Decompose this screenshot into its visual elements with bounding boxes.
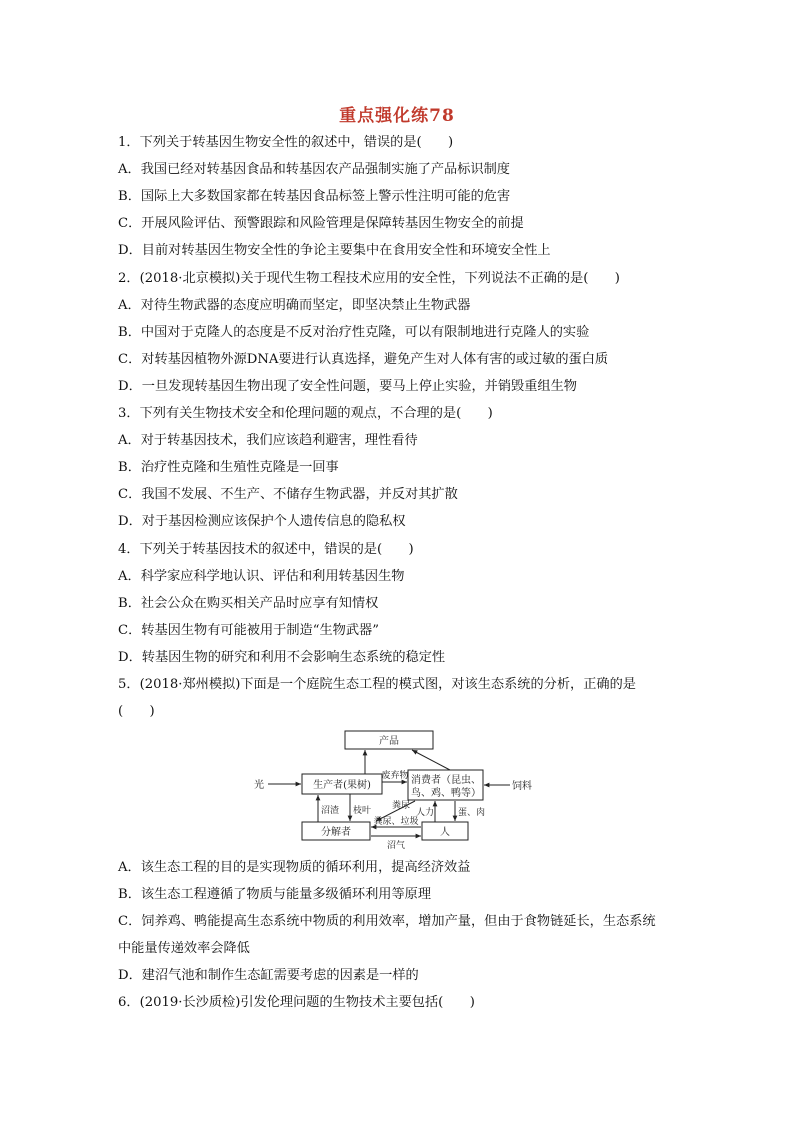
q5-stem: 5．(2018·郑州模拟)下面是一个庭院生态工程的模式图，对该生态系统的分析，正确的是 bbox=[118, 677, 636, 692]
q3-stem: 3．下列有关生物技术安全和伦理问题的观点，不合理的是( ) bbox=[118, 406, 493, 421]
waste-label: 废弃物 bbox=[381, 771, 409, 781]
q2-option-b: B．中国对于克隆人的态度是不反对治疗性克隆，可以有限制地进行克隆人的实验 bbox=[118, 325, 590, 340]
feed-label: 饲料 bbox=[512, 781, 532, 792]
q5-option-c: C．饲养鸡、鸭能提高生态系统中物质的利用效率，增加产量，但由于食物链延长，生态系统 bbox=[118, 914, 656, 929]
product-label: 产品 bbox=[379, 736, 399, 747]
residue-label: 沼渣 bbox=[321, 806, 340, 816]
egg-meat-label: 蛋、肉 bbox=[458, 808, 486, 818]
q5-stem-continued: ( ) bbox=[118, 704, 155, 719]
leaves-label: 枝叶 bbox=[353, 806, 372, 816]
q5-option-a: A．该生态工程的目的是实现物质的循环利用，提高经济效益 bbox=[118, 860, 471, 875]
biogas-label: 沼气 bbox=[386, 841, 406, 851]
manure-label: 粪尿 bbox=[392, 801, 411, 811]
consumer-label-line1: 消费者（昆虫、 bbox=[411, 775, 481, 786]
q5-option-b: B．该生态工程遵循了物质与能量多级循环利用等原理 bbox=[118, 887, 432, 902]
q4-option-a: A．科学家应科学地认识、评估和利用转基因生物 bbox=[118, 569, 405, 584]
light-label: 光 bbox=[254, 780, 264, 791]
q3-option-a: A．对于转基因技术，我们应该趋利避害，理性看待 bbox=[118, 433, 418, 448]
human-label: 人 bbox=[440, 827, 450, 838]
q2-option-a: A．对待生物武器的态度应明确而坚定，即坚决禁止生物武器 bbox=[118, 298, 471, 313]
q5-option-c-continued: 中能量传递效率会降低 bbox=[118, 941, 250, 956]
decomposer-label: 分解者 bbox=[321, 827, 351, 838]
producer-label: 生产者(果树) bbox=[313, 780, 371, 791]
q2-option-d: D．一旦发现转基因生物出现了安全性问题，要马上停止实验，并销毁重组生物 bbox=[118, 379, 577, 394]
labor-label: 人力 bbox=[416, 808, 435, 818]
q1-option-c: C．开展风险评估、预警跟踪和风险管理是保障转基因生物安全的前提 bbox=[118, 216, 524, 231]
q5-option-d: D．建沼气池和制作生态缸需要考虑的因素是一样的 bbox=[118, 968, 419, 983]
q3-option-d: D．对于基因检测应该保护个人遗传信息的隐私权 bbox=[118, 514, 406, 529]
q1-option-b: B．国际上大多数国家都在转基因食品标签上警示性注明可能的危害 bbox=[118, 189, 511, 204]
q3-option-c: C．我国不发展、不生产、不储存生物武器，并反对其扩散 bbox=[118, 487, 458, 502]
manure-garbage-label: 粪尿、垃圾 bbox=[373, 817, 419, 827]
consumer-label-line2: 鸟、鸡、鸭等） bbox=[411, 788, 481, 799]
q1-option-d: D．目前对转基因生物安全性的争论主要集中在食用安全性和环境安全性上 bbox=[118, 243, 551, 258]
q2-stem: 2．(2018·北京模拟)关于现代生物工程技术应用的安全性，下列说法不正确的是( ) bbox=[118, 271, 620, 286]
q4-option-c: C．转基因生物有可能被用于制造“生物武器” bbox=[118, 623, 379, 638]
q4-stem: 4．下列关于转基因技术的叙述中，错误的是( ) bbox=[118, 542, 414, 557]
q1-option-a: A．我国已经对转基因食品和转基因农产品强制实施了产品标识制度 bbox=[118, 162, 510, 177]
ecosystem-diagram bbox=[250, 724, 540, 854]
q4-option-d: D．转基因生物的研究和利用不会影响生态系统的稳定性 bbox=[118, 650, 446, 665]
q4-option-b: B．社会公众在购买相关产品时应享有知情权 bbox=[118, 596, 379, 611]
q6-stem: 6．(2019·长沙质检)引发伦理问题的生物技术主要包括( ) bbox=[118, 995, 475, 1010]
q3-option-b: B．治疗性克隆和生殖性克隆是一回事 bbox=[118, 460, 339, 475]
page-title: 重点强化练78 bbox=[339, 106, 455, 126]
q1-stem: 1．下列关于转基因生物安全性的叙述中，错误的是( ) bbox=[118, 135, 454, 150]
q2-option-c: C．对转基因植物外源DNA要进行认真选择，避免产生对人体有害的或过敏的蛋白质 bbox=[118, 352, 609, 367]
